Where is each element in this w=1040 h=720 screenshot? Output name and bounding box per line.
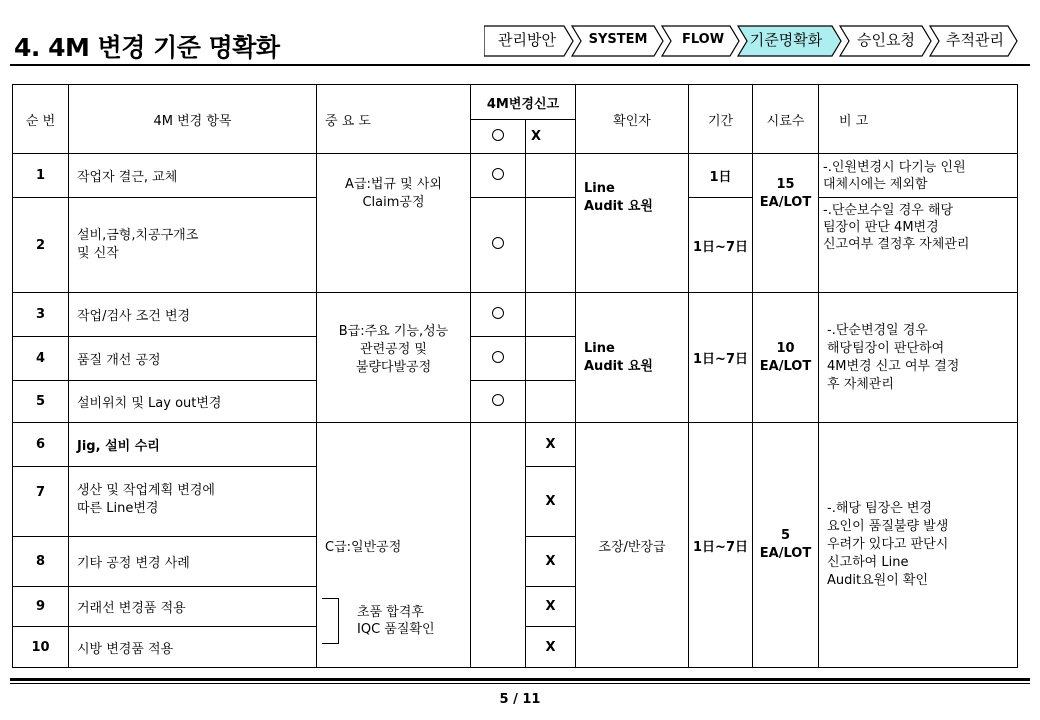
header-x: X bbox=[526, 120, 576, 154]
row-no: 4 bbox=[13, 337, 69, 381]
row-x: X bbox=[526, 467, 576, 537]
row-item: 품질 개선 공정 bbox=[69, 337, 317, 381]
row-x bbox=[526, 154, 576, 198]
row-item: Jig, 설비 수리 bbox=[69, 423, 317, 467]
period-cell: 1日~7日 bbox=[689, 423, 753, 668]
nav-step-manage[interactable]: 관리방안 bbox=[498, 31, 556, 49]
circle-mark-icon bbox=[492, 351, 504, 363]
row-item: 시방 변경품 적용 bbox=[69, 627, 317, 668]
criteria-table bbox=[12, 84, 1018, 668]
circle-mark-icon bbox=[492, 168, 504, 180]
row-item: 거래선 변경품 적용 bbox=[69, 587, 317, 627]
row-no: 6 bbox=[13, 423, 69, 467]
circle-mark-icon bbox=[492, 307, 504, 319]
row-x bbox=[526, 381, 576, 423]
group-c-grade: C급:일반공정 bbox=[317, 423, 471, 668]
iqc-bracket bbox=[322, 598, 339, 644]
row-item: 설비,금형,치공구개조 및 신작 bbox=[69, 198, 317, 293]
period-cell: 1日~7日 bbox=[689, 293, 753, 423]
row-circle bbox=[471, 381, 526, 423]
header-circle bbox=[471, 120, 526, 154]
period-cell: 1日 bbox=[689, 154, 753, 198]
header-period: 기간 bbox=[689, 85, 753, 154]
page-title: 4. 4M 변경 기준 명확화 bbox=[14, 33, 280, 62]
remark-cell: -.단순변경일 경우 해당팀장이 판단하여 4M변경 신고 여부 결정 후 자체관리 bbox=[819, 293, 1018, 423]
samples-cell: 15 EA/LOT bbox=[753, 154, 819, 293]
nav-step-flow[interactable]: FLOW bbox=[681, 32, 725, 47]
confirmer-line-audit: Line Audit 요원 bbox=[576, 293, 689, 423]
row-circle bbox=[471, 293, 526, 337]
footer-divider bbox=[10, 678, 1030, 681]
circle-mark-icon bbox=[492, 129, 504, 141]
row-circle bbox=[471, 154, 526, 198]
row-x bbox=[526, 293, 576, 337]
row-no: 9 bbox=[13, 587, 69, 627]
remark-cell: -.인원변경시 다기능 인원 대체시에는 제외함 bbox=[819, 154, 1018, 198]
remark-cell: -.단순보수일 경우 해당 팀장이 판단 4M변경 신고여부 결정후 자체관리 bbox=[819, 198, 1018, 293]
confirmer-line-audit: Line Audit 요원 bbox=[576, 154, 689, 293]
footer-divider-thin bbox=[10, 683, 1030, 684]
row-no: 10 bbox=[13, 627, 69, 668]
row-circle bbox=[471, 198, 526, 293]
samples-cell: 5 EA/LOT bbox=[753, 423, 819, 668]
circle-mark-icon bbox=[492, 394, 504, 406]
row-no: 5 bbox=[13, 381, 69, 423]
remark-cell: -.해당 팀장은 변경 요인이 품질불량 발생 우려가 있다고 판단시 신고하여 Line Audit요원이 확인 bbox=[819, 423, 1018, 668]
circle-mark-icon bbox=[492, 237, 504, 249]
header-confirmer: 확인자 bbox=[576, 85, 689, 154]
row-item: 작업/검사 조건 변경 bbox=[69, 293, 317, 337]
row-x bbox=[526, 198, 576, 293]
row-x: X bbox=[526, 627, 576, 668]
group-a-grade: A급:법규 및 사외 Claim공정 bbox=[317, 154, 471, 293]
row-x bbox=[526, 337, 576, 381]
header-report: 4M변경신고 bbox=[471, 85, 576, 120]
row-no: 2 bbox=[13, 198, 69, 293]
nav-step-criteria[interactable]: 기준명확화 bbox=[749, 31, 823, 49]
nav-step-tracking[interactable]: 추적관리 bbox=[946, 31, 1004, 49]
row-circle-empty bbox=[471, 423, 526, 668]
page-number: 5 / 11 bbox=[499, 692, 541, 707]
iqc-note: 초품 합격후 IQC 품질확인 bbox=[357, 605, 435, 637]
header-importance: 중 요 도 bbox=[317, 85, 471, 154]
row-circle bbox=[471, 337, 526, 381]
header-no: 순 번 bbox=[13, 85, 69, 154]
row-no: 8 bbox=[13, 537, 69, 587]
row-x: X bbox=[526, 423, 576, 467]
row-no: 1 bbox=[13, 154, 69, 198]
title-divider bbox=[10, 64, 1030, 66]
period-cell: 1日~7日 bbox=[689, 198, 753, 293]
header-samples: 시료수 bbox=[753, 85, 819, 154]
nav-step-system[interactable]: SYSTEM bbox=[588, 32, 648, 47]
row-item: 작업자 결근, 교체 bbox=[69, 154, 317, 198]
header-item: 4M 변경 항목 bbox=[69, 85, 317, 154]
samples-cell: 10 EA/LOT bbox=[753, 293, 819, 423]
row-item: 기타 공정 변경 사례 bbox=[69, 537, 317, 587]
row-x: X bbox=[526, 587, 576, 627]
row-no: 3 bbox=[13, 293, 69, 337]
row-item: 설비위치 및 Lay out변경 bbox=[69, 381, 317, 423]
row-x: X bbox=[526, 537, 576, 587]
row-no: 7 bbox=[13, 467, 69, 537]
row-item: 생산 및 작업계획 변경에 따른 Line변경 bbox=[69, 467, 317, 537]
header-remark: 비 고 bbox=[819, 85, 1018, 154]
nav-step-approval[interactable]: 승인요청 bbox=[857, 31, 915, 49]
group-b-grade: B급:주요 기능,성능 관련공정 및 불량다발공정 bbox=[317, 293, 471, 423]
confirmer-team-leader: 조장/반장급 bbox=[576, 423, 689, 668]
